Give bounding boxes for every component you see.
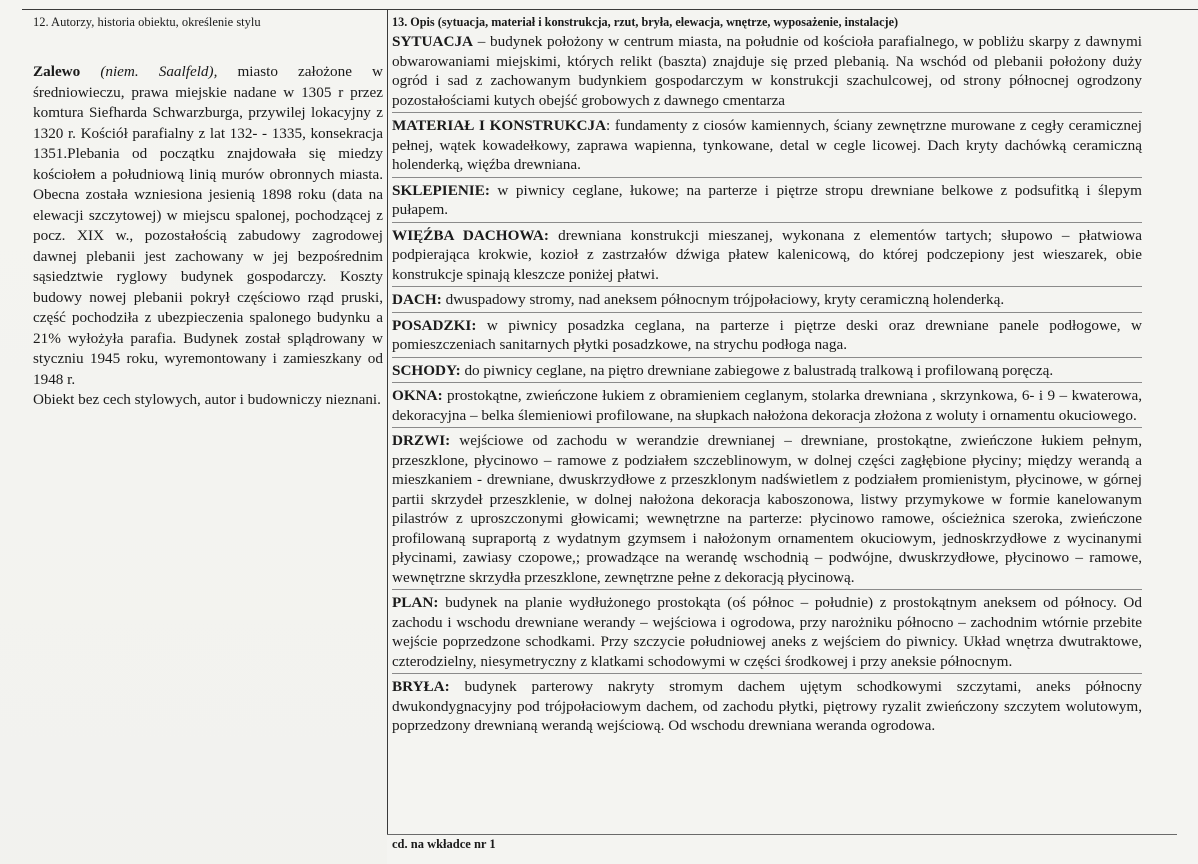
section-label: PLAN: [392,594,439,611]
section-text: budynek parterowy nakryty stromym dachem ujętym schodkowymi szczytami, aneks północny dwukondygnacyjny pod trójpołaciowym dachem, od zachodu płytki, piętrowy ryzalit zwieńczony szczytem wolutowym, poprzedzony drewnianą werandą wejściową. Od wschodu drewniana weranda ogrodowa. [392,678,1142,734]
style-paragraph: Obiekt bez cech stylowych, autor i budowniczy nieznani. [33,391,381,408]
description-heading: 13. Opis (sytuacja, materiał i konstrukcja, rzut, bryła, elewacja, wnętrze, wyposażenie, instalacje) [392,15,899,29]
section-floors [392,316,1142,358]
section-label: OKNA: [392,387,443,404]
section-windows [392,386,1142,428]
section-material [392,116,1142,178]
section-doors [392,431,1142,590]
section-roof-truss [392,226,1142,288]
section-text: : fundamenty z ciosów kamiennych, ściany zewnętrzne murowane z cegły ceramicznej pełnej, wątek kowadełkowy, zaprawa wapienna, tynkowane, detal w cegle licowej. Dach kryty dachówką ceramiczną holenderką, więźba drewniana. [392,117,1142,173]
section-vault [392,181,1142,223]
description-sections [392,32,1142,738]
section-roof [392,290,1142,313]
bottom-rule [387,834,1177,835]
history-column [33,14,383,411]
section-label: DACH: [392,291,442,308]
section-situation [392,32,1142,113]
section-label: WIĘŹBA DACHOWA: [392,226,549,244]
history-paragraph [33,62,383,390]
section-label: SYTUACJA [392,33,474,50]
section-massing [392,677,1142,738]
history-heading: 12. Autorzy, historia obiektu, określenie stylu [33,15,261,29]
section-label: BRYŁA: [392,678,450,695]
section-text: – budynek położony w centrum miasta, na południe od kościoła parafialnego, w pobliżu skarpy z dawnymi obwarowaniami miejskimi, których relikt (baszta) znajduje się przed plebanią. Na wschód od plebanii położony duży ogród i sad z zachowanym budynkiem gospodarczym w konstrukcji szachulcowej, od strony północnej ogrodzony pozostałościami kutych obejść grobowych z dawnego cmentarza [392,33,1142,109]
section-text: do piwnicy ceglane, na piętro drewniane zabiegowe z balustradą tralkową i profilowaną poręczą. [460,361,1054,379]
history-text [33,62,383,411]
section-text: w piwnicy ceglane, łukowe; na parterze i piętrze stropu drewniane belkowe z podsufitką i ślepym pułapem. [392,181,1142,218]
section-text: prostokątne, zwieńczone łukiem z obramieniem ceglanym, stolarka drewniana , skrzynkowa, 6- i 9 – kwaterowa, dekoracyjna – belka ślemieniowi profilowane, na słupkach nałożona dekoracja złożona z woluty i ornamentu okuciowego. [392,387,1142,424]
section-text: budynek na planie wydłużonego prostokąta (oś północ – południe) z prostokątnym aneksem od północy. Od zachodu i wschodu drewniane werandy – wejściowa i ogrodowa, przy narożniku północno – zachodnim wtórnie przebite wejście poprzedzone schodkami. Przy szczycie południowej aneks z wejściem do piwnicy. Układ wnętrza dwutraktowe, czterodzielny, niesymetryczny z klatkami schodowymi w części środkowej i przy aneksie północnym. [392,594,1142,670]
description-column [392,14,1142,741]
section-label: SKLEPIENIE: [392,181,490,199]
section-stairs [392,361,1142,384]
section-text: w piwnicy posadzka ceglana, na parterze i piętrze deski oraz drewniane panele podłogowe, w pomieszczeniach sanitarnych płytki posadzkowe, na strychu podłoga naga. [392,316,1142,353]
section-plan [392,593,1142,674]
column-divider [387,9,388,834]
history-body: miasto założone w średniowieczu, prawa miejskie nadane w 1305 r przez komtura Siefharda Schwarzburga, przywilej lokacyjny z 1320 r. Kościół parafialny z lat 132- - 1335, konsekracja 1351.Plebania od początku znajdowała się miedzy kościołem a południową linią murów obronnych miasta. Obecna została wzniesiona jesienią 1898 roku (data na elewacji szczytowej) w miejscu spalonej, pochodzącej z pocz. XIX w., pozostałością zabudowy zagrodowej dawnej plebanii jest zachowany w jej bezpośrednim sąsiedztwie ryglowy budynek gospodarczy. Koszty budowy nowej plebanii pokrył częściowo rząd pruski, część pochodziła z ubezpieczenia spalonego budynku a 21% wyłożyła parafia. Budynek został splądrowany w styczniu 1945 roku, wyremontowany i zamieszkany od 1948 r. [33,63,383,388]
section-label: DRZWI: [392,432,451,449]
section-text: wejściowe od zachodu w werandzie drewnianej – drewniane, prostokątne, zwieńczone łukiem pełnym, przeszklone, płycinowo – ramowe z podziałem szczeblinowym, w dolnej części zagłębione płyciny; między werandą a mieszkaniem - drewniane, dwuskrzydłowe z przeszklonym nadświetlem z podziałem promienistym, płycinowe, w górnej partii skrzydeł przeszklenie, w dolnej nałożona dekoracja kaboszonowa, listwy przymykowe w formie kanelowanym pilastrów z uproszczonymi głowicami; wewnętrzne na parterze: płycinowo ramowe, ościeżnica szeroka, zwieńczone profilowaną supraportą z wydatnym gzymsem i nałożonym ornamentem okuciowym, jednoskrzydłowe z wycinanymi płycinami, zawiasy czopowe,; prowadzące na werandę wschodnią – podwójne, dwuskrzydłowe, płycinowo – ramowe, wewnętrzne skrzydła przeszklone, zewnętrzne pełne z dekoracją płycinową. [392,432,1142,586]
continuation-note: cd. na wkładce nr 1 [392,837,496,851]
german-name: (niem. Saalfeld), [100,63,218,80]
top-rule [22,9,1198,10]
section-text: dwuspadowy stromy, nad aneksem północnym trójpołaciowy, kryty ceramiczną holenderką. [441,291,1005,308]
section-label: POSADZKI: [392,316,477,334]
town-name: Zalewo [33,63,81,80]
section-text: drewniana konstrukcji mieszanej, wykonana z elementów tartych; słupowo – płatwiowa podpierająca krokwie, kozioł z zastrzałów dźwiga płatew kalenicową, do której podczepiony jest wieszarek, obie konstrukcje spinają kleszcze poniżej płatwi. [392,226,1142,283]
section-label: MATERIAŁ I KONSTRUKCJA [392,117,607,134]
section-label: SCHODY: [392,361,461,379]
